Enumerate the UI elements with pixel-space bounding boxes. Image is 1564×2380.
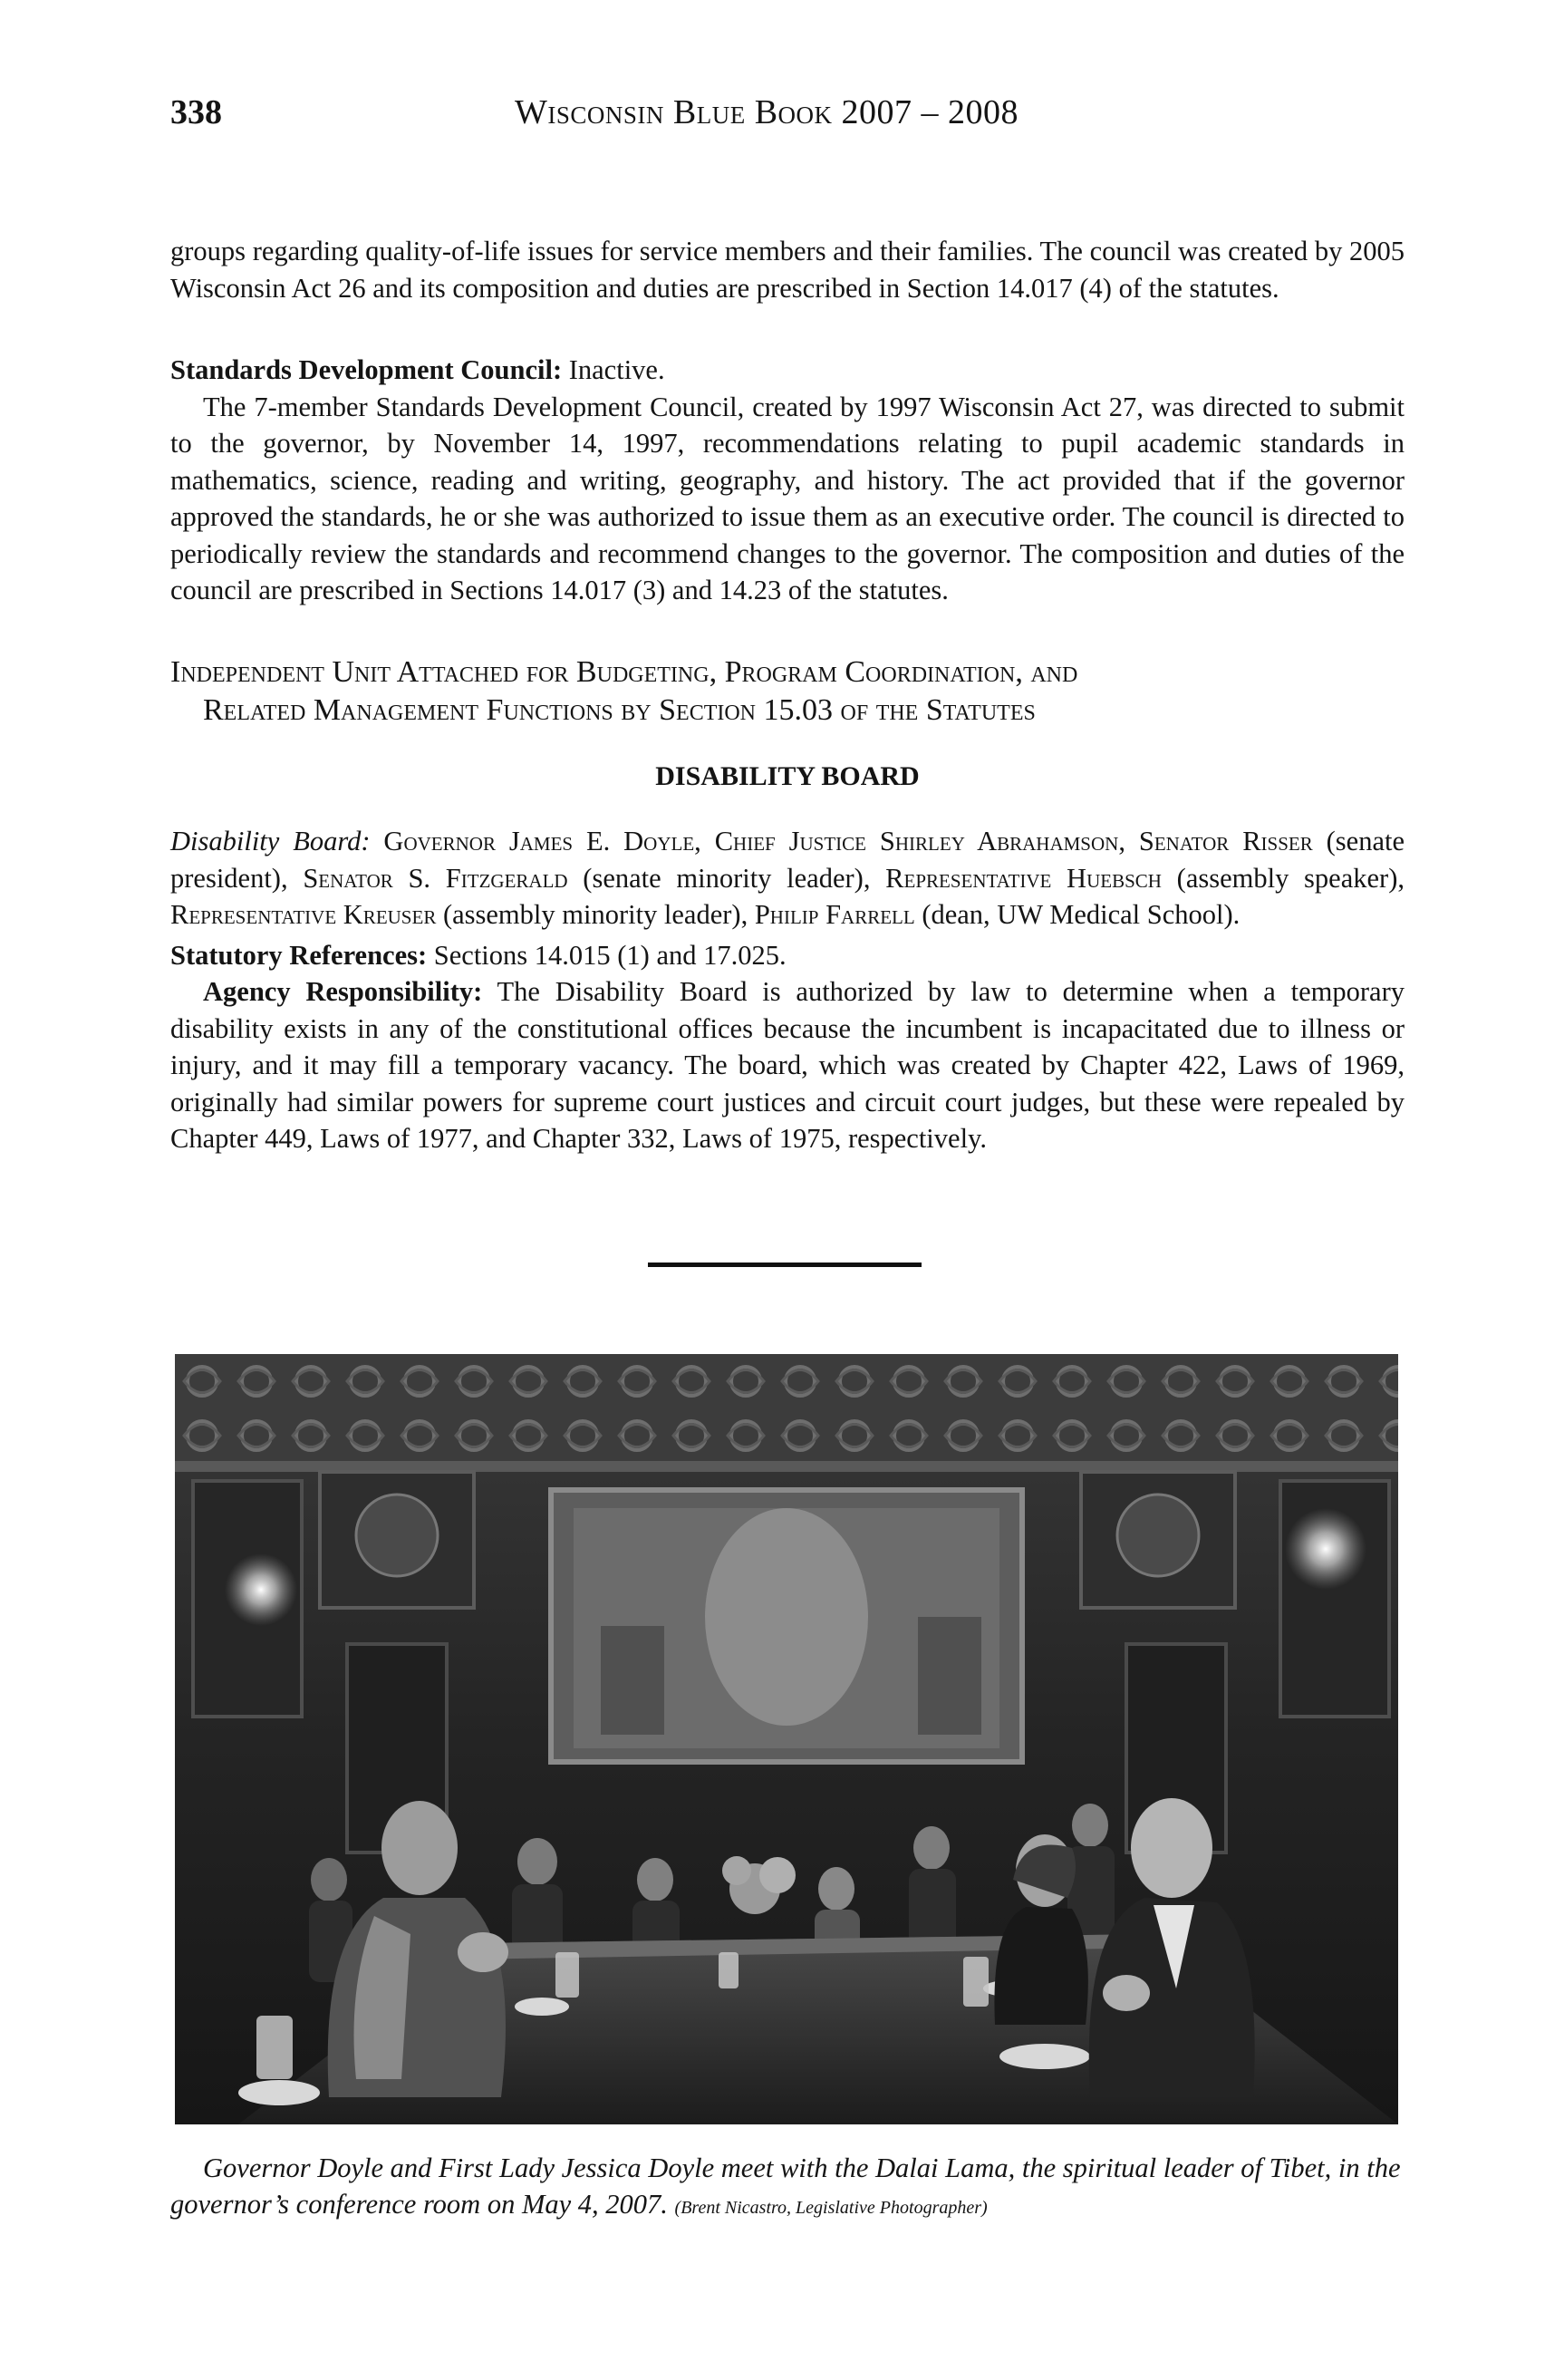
- board-member-name: Senator S. Fitzgerald: [303, 862, 568, 894]
- agency-responsibility-text: The Disability Board is authorized by law to determine when a temporary disability exists in any of the constitutional offices because the incumbent is incapacitated due to illness or injury, and it may fill a temporary vacancy. The board, which was created by Chapter 422, Laws of 1969, originally had similar powers for supreme court justices and circuit court judges, but these were repealed by Chapter 449, Laws of 1977, and Chapter 332, Laws of 1975, respectively.: [170, 976, 1405, 1154]
- agency-responsibility-paragraph: [170, 973, 1405, 1157]
- intro-paragraph: groups regarding quality-of-life issues for service members and their families. The council was created by 2005 Wisconsin Act 26 and its composition and duties are prescribed in Section 14.017 (4) of the statutes.: [170, 236, 1405, 304]
- board-members-list: Governor James E. Doyle, Chief Justice Shirley Abrahamson, Senator Risser (senate president), Senator S. Fitzgerald (senate minority leader), Representative Huebsch (assembly speaker), Representative Kreuser (assembly minority leader), Philip Farrell (dean, UW Medical School).: [170, 826, 1405, 930]
- statutory-references-line: [170, 937, 1405, 974]
- photo-credit: (Brent Nicastro, Legislative Photographer): [674, 2198, 988, 2218]
- board-member-name: Philip Farrell: [754, 899, 915, 930]
- section-heading-line1: Independent Unit Attached for Budgeting, Program Coordination, and: [170, 655, 1078, 689]
- board-members-label: Disability Board:: [170, 826, 371, 856]
- standards-council-block: [170, 352, 1405, 609]
- page-header: [170, 92, 1394, 138]
- disability-board-block: [170, 823, 1405, 1157]
- statutory-references-text: Sections 14.015 (1) and 17.025.: [427, 939, 787, 971]
- section-divider: [648, 1263, 922, 1267]
- board-member-name: Representative Kreuser: [170, 899, 437, 930]
- photo-caption: [170, 2150, 1405, 2226]
- statutory-references-label: Statutory References:: [170, 939, 428, 971]
- board-member-name: Chief Justice Shirley Abrahamson: [714, 826, 1119, 856]
- board-member-name: Representative Huebsch: [885, 862, 1162, 894]
- standards-council-paragraph: The 7-member Standards Development Council, created by 1997 Wisconsin Act 27, was directed to submit to the governor, by November 14, 1997, recommendations relating to pupil academic standards in mathematics, science, reading and writing, geography, and history. The act provided that if the governor approved the standards, he or she was authorized to issue them as an executive order. The council is directed to periodically review the standards and recommend changes to the governor. The composition and duties of the council are prescribed in Sections 14.017 (3) and 14.23 of the statutes.: [170, 391, 1405, 605]
- disability-board-heading: DISABILITY BOARD: [655, 761, 920, 791]
- board-member-role: (assembly speaker): [1161, 862, 1398, 894]
- agency-responsibility-label: Agency Responsibility:: [203, 976, 483, 1007]
- section-heading-line2: Related Management Functions by Section 15.03 of the Statutes: [203, 693, 1036, 727]
- running-title: Wisconsin Blue Book 2007 – 2008: [515, 93, 1019, 131]
- standards-council-label: Standards Development Council:: [170, 354, 563, 385]
- photo-caption-text: Governor Doyle and First Lady Jessica Doyle meet with the Dalai Lama, the spiritual leader of Tibet, in the governor’s conference room on May 4, 2007.: [170, 2153, 1401, 2220]
- board-member-name: Governor James E. Doyle: [383, 826, 695, 856]
- section-heading: [170, 653, 1405, 730]
- board-member-name: Senator Risser: [1138, 826, 1313, 856]
- board-member-role: (senate president): [170, 826, 1405, 894]
- board-member-role: (dean, UW Medical School): [914, 899, 1233, 930]
- board-member-role: (senate minority leader): [567, 862, 864, 894]
- board-member-role: (assembly minority leader): [436, 899, 741, 930]
- standards-council-status: Inactive.: [562, 354, 665, 385]
- standards-council-status-line: [170, 352, 1405, 389]
- board-members-paragraph: [170, 823, 1405, 934]
- conference-room-photo: [175, 1354, 1398, 2124]
- intro-paragraph-block: [170, 233, 1405, 306]
- page-number: 338: [170, 93, 222, 131]
